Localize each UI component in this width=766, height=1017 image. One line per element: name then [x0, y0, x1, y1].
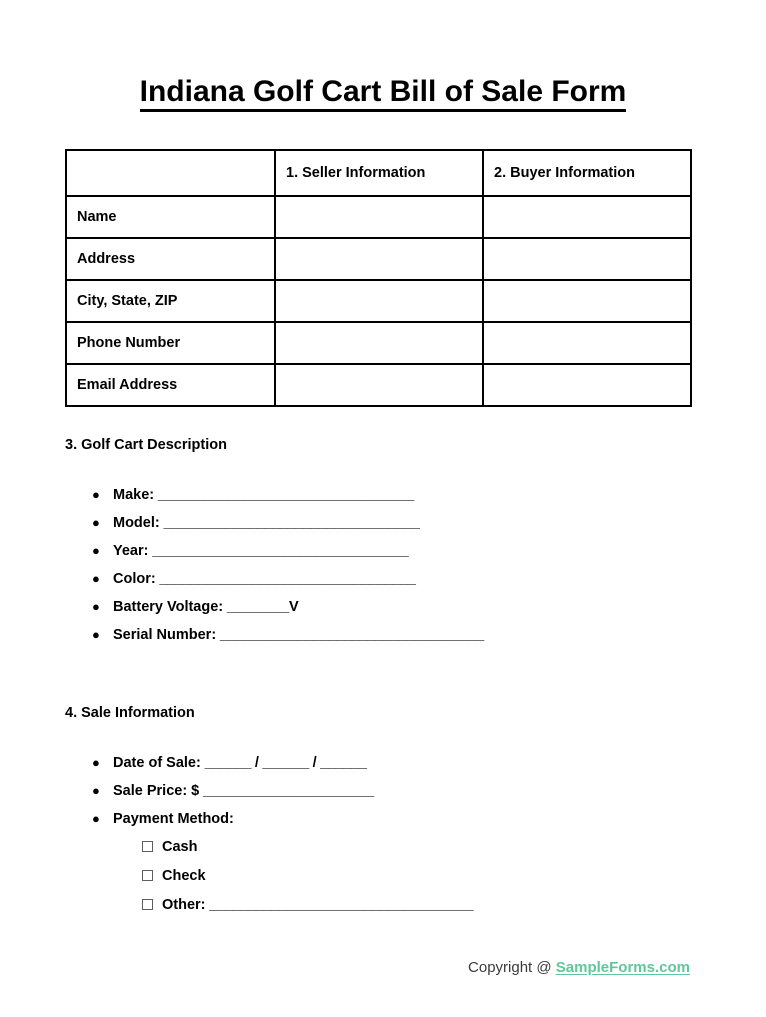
checkbox-option-other[interactable]	[142, 891, 473, 920]
buyer-address-field[interactable]	[483, 238, 691, 280]
checkbox-icon[interactable]	[142, 899, 153, 910]
seller-phone-field[interactable]	[275, 322, 483, 364]
field-label-sale-price: Sale Price: $	[113, 783, 200, 799]
bullet-icon: ●	[92, 571, 100, 586]
field-label-color: Color:	[113, 571, 156, 587]
seller-email-field[interactable]	[275, 364, 483, 406]
field-blank-serial-number[interactable]: __________________________________	[216, 627, 484, 643]
field-blank-date-of-sale[interactable]: ______ / ______ / ______	[200, 755, 367, 771]
table-header-row	[66, 150, 691, 196]
checkbox-label-cash: Cash	[162, 839, 198, 855]
checkbox-blank-other[interactable]: __________________________________	[205, 897, 474, 913]
buyer-email-field[interactable]	[483, 364, 691, 406]
checkbox-icon[interactable]	[142, 870, 153, 881]
sale-information-list	[92, 749, 374, 833]
buyer-name-field[interactable]	[483, 196, 691, 238]
field-label-payment-method: Payment Method:	[113, 811, 234, 827]
field-blank-battery-voltage[interactable]: ________V	[223, 599, 299, 615]
table-row	[66, 280, 691, 322]
checkbox-label-other: Other:	[162, 897, 206, 913]
table-row	[66, 196, 691, 238]
sampleforms-link[interactable]: SampleForms.com	[555, 959, 690, 976]
table-header-buyer: 2. Buyer Information	[483, 150, 691, 196]
list-item-model	[92, 509, 484, 537]
checkbox-label-check: Check	[162, 868, 206, 884]
row-label-city-state-zip: City, State, ZIP	[66, 280, 275, 322]
field-blank-make[interactable]: _________________________________	[154, 487, 415, 503]
golf-cart-description-list	[92, 481, 484, 649]
table-header-blank-cell	[66, 150, 275, 196]
field-label-serial-number: Serial Number:	[113, 627, 217, 643]
row-label-address: Address	[66, 238, 275, 280]
bullet-icon: ●	[92, 599, 100, 614]
field-label-date-of-sale: Date of Sale:	[113, 755, 201, 771]
list-item-payment-method	[92, 805, 374, 833]
list-item-make	[92, 481, 484, 509]
seller-name-field[interactable]	[275, 196, 483, 238]
copyright-text: Copyright @	[468, 959, 556, 976]
field-blank-sale-price[interactable]: ______________________	[199, 783, 374, 799]
list-item-date-of-sale	[92, 749, 374, 777]
bullet-icon: ●	[92, 755, 100, 770]
checkbox-option-cash[interactable]	[142, 833, 473, 862]
list-item-sale-price	[92, 777, 374, 805]
checkbox-icon[interactable]	[142, 841, 153, 852]
buyer-phone-field[interactable]	[483, 322, 691, 364]
table-row	[66, 238, 691, 280]
row-label-email-address: Email Address	[66, 364, 275, 406]
field-blank-year[interactable]: _________________________________	[148, 543, 409, 559]
footer	[0, 957, 690, 979]
list-item-color	[92, 565, 484, 593]
field-blank-color[interactable]: _________________________________	[155, 571, 416, 587]
checkbox-option-check[interactable]	[142, 862, 473, 891]
table-row	[66, 364, 691, 406]
page-title-text: Indiana Golf Cart Bill of Sale Form	[140, 75, 627, 112]
bullet-icon: ●	[92, 515, 100, 530]
row-label-name: Name	[66, 196, 275, 238]
seller-city-state-zip-field[interactable]	[275, 280, 483, 322]
list-item-year	[92, 537, 484, 565]
field-label-model: Model:	[113, 515, 160, 531]
field-blank-model[interactable]: _________________________________	[159, 515, 420, 531]
buyer-city-state-zip-field[interactable]	[483, 280, 691, 322]
field-label-year: Year:	[113, 543, 149, 559]
table-row	[66, 322, 691, 364]
bullet-icon: ●	[92, 543, 100, 558]
section-heading-sale-information: 4. Sale Information	[65, 705, 195, 721]
field-label-make: Make:	[113, 487, 155, 503]
list-item-serial-number	[92, 621, 484, 649]
seller-address-field[interactable]	[275, 238, 483, 280]
field-label-battery-voltage: Battery Voltage:	[113, 599, 224, 615]
party-information-table	[65, 149, 692, 407]
bullet-icon: ●	[92, 783, 100, 798]
bullet-icon: ●	[92, 487, 100, 502]
table-header-seller: 1. Seller Information	[275, 150, 483, 196]
row-label-phone-number: Phone Number	[66, 322, 275, 364]
page-title	[0, 74, 766, 110]
bullet-icon: ●	[92, 627, 100, 642]
bullet-icon: ●	[92, 811, 100, 826]
section-heading-golf-cart-description: 3. Golf Cart Description	[65, 437, 227, 453]
list-item-battery-voltage	[92, 593, 484, 621]
payment-method-options	[142, 833, 473, 920]
